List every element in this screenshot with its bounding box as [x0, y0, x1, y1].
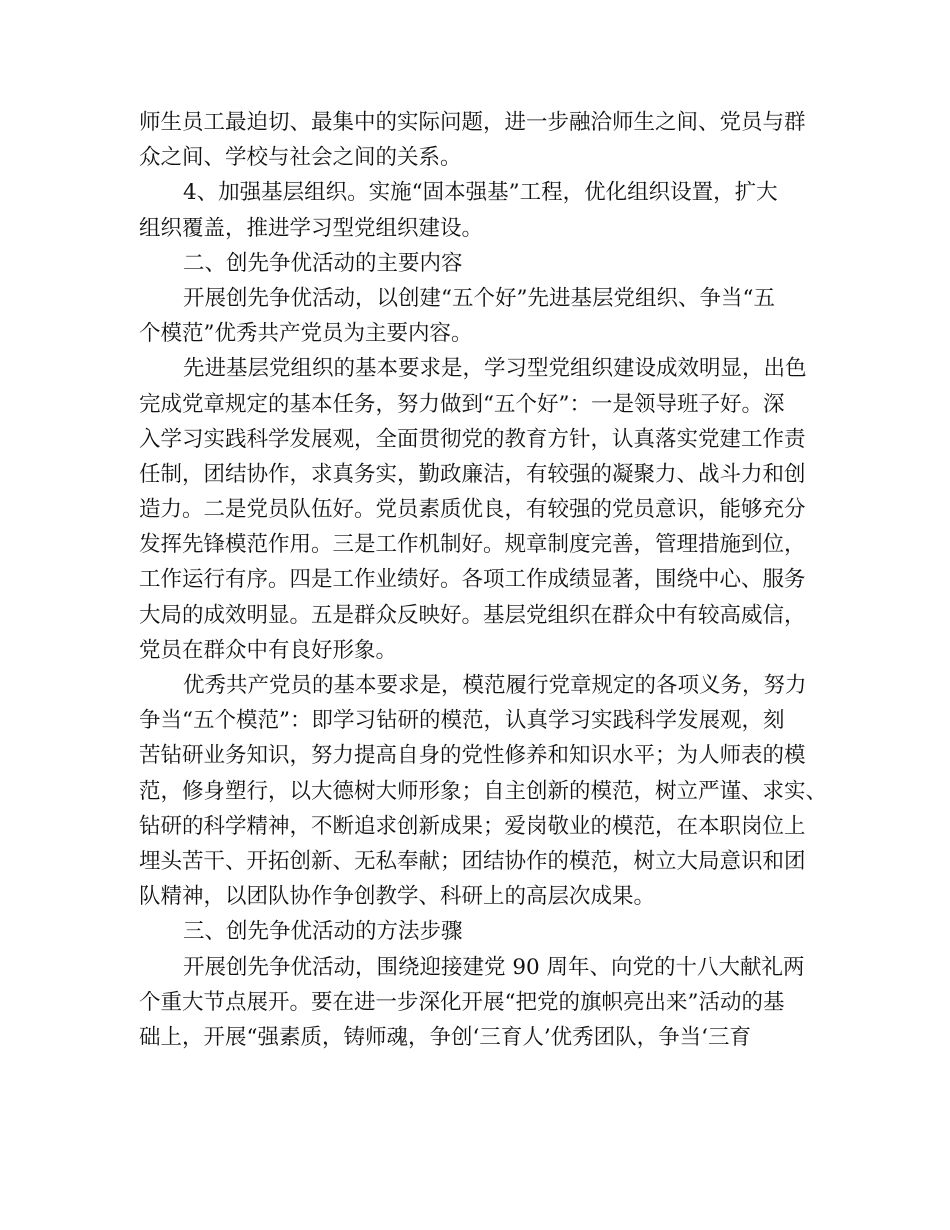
text-line: 埋头苦干、开拓创新、无私奉献；团结协作的模范，树立大局意识和团: [139, 848, 806, 874]
text-line: 开展创先争优活动，围绕迎接建党 90 周年、向党的十八大献礼两: [183, 954, 805, 980]
text-line: 造力。二是党员队伍好。党员素质优良，有较强的党员意识，能够充分: [139, 497, 806, 523]
text-line: 个重大节点展开。要在进一步深化开展“把党的旗帜亮出来”活动的基: [139, 989, 785, 1015]
text-line: 发挥先锋模范作用。三是工作机制好。规章制度完善，管理措施到位，: [139, 532, 806, 558]
text-line: 开展创先争优活动，以创建“五个好”先进基层党组织、争当“五: [183, 285, 775, 311]
body-text: [139, 105, 839, 1055]
text-line: 范，修身塑行，以大德树大师形象；自主创新的模范，树立严谨、求实、: [139, 778, 828, 804]
section-heading: 三、创先争优活动的方法步骤: [183, 919, 463, 945]
text-line: 先进基层党组织的基本要求是，学习型党组织建设成效明显，出色: [183, 356, 807, 382]
text-line: 钻研的科学精神，不断追求创新成果；爱岗敬业的模范，在本职岗位上: [139, 813, 806, 839]
text-line: 个模范”优秀共产党员为主要内容。: [139, 321, 473, 347]
text-line: 工作运行有序。四是工作业绩好。各项工作成绩显著，围绕中心、服务: [139, 567, 806, 593]
text-line: 争当“五个模范”：即学习钻研的模范，认真学习实践科学发展观，刻: [139, 708, 785, 734]
text-line: 党员在群众中有良好形象。: [139, 637, 398, 663]
text-line: 师生员工最迫切、最集中的实际问题，进一步融洽师生之间、党员与群: [139, 110, 806, 135]
text-line: 队精神，以团队协作争创教学、科研上的高层次成果。: [139, 884, 656, 910]
text-line: 众之间、学校与社会之间的关系。: [139, 145, 462, 171]
text-line: 苦钻研业务知识，努力提高自身的党性修养和知识水平；为人师表的模: [139, 743, 806, 769]
text-line: 任制，团结协作，求真务实，勤政廉洁，有较强的凝聚力、战斗力和创: [139, 461, 806, 487]
text-line: 4、加强基层组织。实施“固本强基”工程，优化组织设置，扩大: [183, 180, 778, 206]
text-line: 优秀共产党员的基本要求是，模范履行党章规定的各项义务，努力: [183, 673, 807, 698]
text-line: 组织覆盖，推进学习型党组织建设。: [139, 215, 484, 241]
text-line: 入学习实践科学发展观，全面贯彻党的教育方针，认真落实党建工作责: [139, 426, 806, 452]
text-line: 大局的成效明显。五是群众反映好。基层党组织在群众中有较高威信，: [139, 602, 806, 628]
text-line: 础上，开展“强素质，铸师魂，争创‘三育人’优秀团队，争当‘三育: [139, 1024, 751, 1050]
section-heading: 二、创先争优活动的主要内容: [183, 250, 463, 276]
text-line: 完成党章规定的基本任务，努力做到“五个好”：一是领导班子好。深: [139, 391, 785, 417]
